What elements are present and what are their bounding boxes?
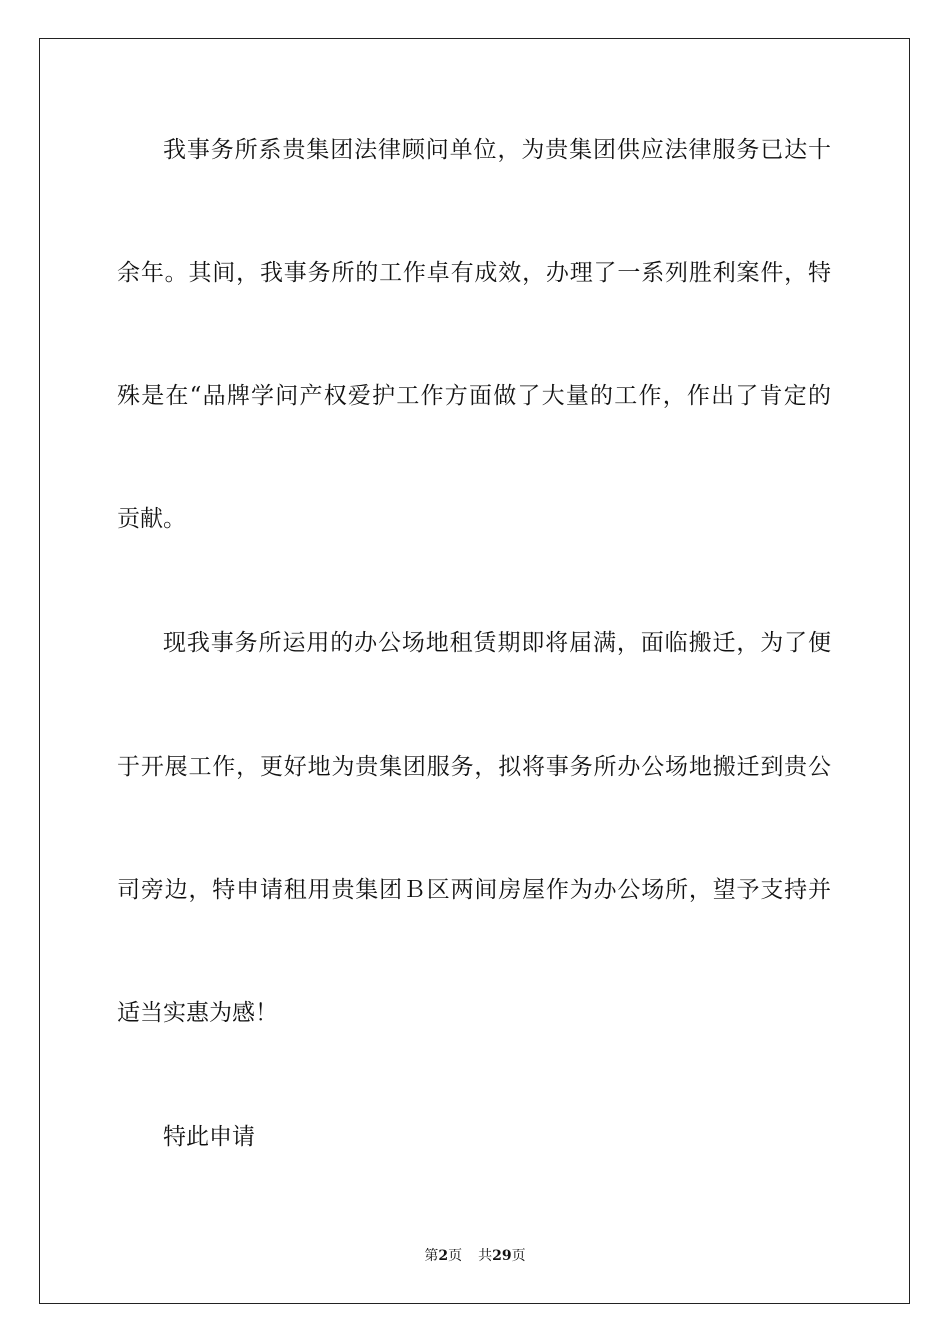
paragraph-1-line-2: 余年。其间，我事务所的工作卓有成效，办理了一系列胜利案件，特: [117, 260, 831, 286]
paragraph-1-line-3: 殊是在“品牌学问产权爱护工作方面做了大量的工作，作出了肯定的: [117, 383, 831, 409]
total-page-count: 29: [492, 1248, 512, 1264]
paragraph-1-line-4: 贡献。: [117, 506, 186, 532]
page-number-footer: [0, 1246, 950, 1266]
page-prefix: 第: [424, 1248, 439, 1264]
closing-phrase: 特此申请: [163, 1124, 255, 1150]
paragraph-2-line-4: 适当实惠为感！: [117, 1000, 278, 1026]
page-suffix: 页: [448, 1248, 463, 1264]
paragraph-1-line-1: 我事务所系贵集团法律顾问单位，为贵集团供应法律服务已达十: [163, 137, 831, 163]
page-frame: [39, 38, 910, 1304]
total-suffix: 页: [511, 1248, 526, 1264]
total-prefix: 共: [478, 1248, 493, 1264]
current-page-number: 2: [438, 1248, 449, 1264]
paragraph-2-line-1: 现我事务所运用的办公场地租赁期即将届满，面临搬迁，为了便: [163, 630, 831, 656]
paragraph-2-line-2: 于开展工作，更好地为贵集团服务，拟将事务所办公场地搬迁到贵公: [117, 754, 831, 780]
paragraph-2-line-3: 司旁边，特申请租用贵集团Ｂ区两间房屋作为办公场所，望予支持并: [117, 877, 831, 903]
